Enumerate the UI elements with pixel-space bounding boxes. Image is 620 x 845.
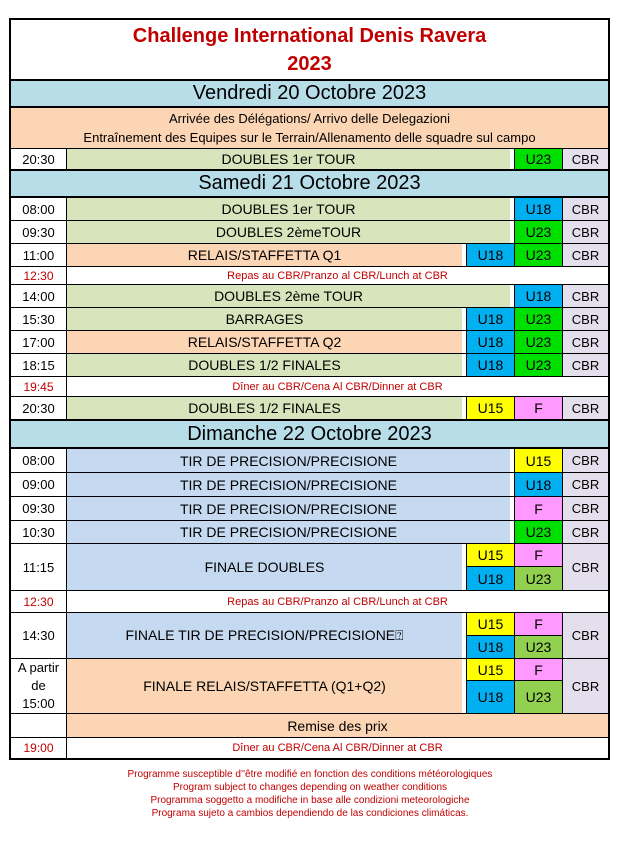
event-cell: FINALE RELAIS/STAFFETTA (Q1+Q2) [67,659,462,713]
category-cell: U15 [466,613,514,636]
category-cell: U18 [466,244,514,266]
arrival-text: Arrivée des Délégations/ Arrivo delle Delegazioni [168,111,451,126]
day-header-label: Dimanche 22 Octobre 2023 [187,422,432,445]
category-cell: F [514,659,562,681]
day-header-sunday [9,421,610,449]
venue-cell: CBR [562,544,608,590]
category-cell: U23 [514,331,562,353]
category-cell: U18 [514,285,562,307]
event-cell: DOUBLES 2èmeTOUR [67,221,510,243]
day-header-friday [9,81,610,108]
time-cell: 09:30 [11,497,67,520]
venue-cell: CBR [562,497,608,520]
schedule-table [9,18,610,760]
event-cell: FINALE TIR DE PRECISION/PRECISIONE⍰ [67,613,462,658]
category-cell: U15 [466,397,514,419]
category-cell: U15 [466,544,514,567]
meal-row [9,738,610,760]
time-cell: 19:00 [11,738,67,758]
title-block [9,18,610,81]
time-cell: 19:45 [11,377,67,396]
venue-cell: CBR [562,521,608,543]
title-year: 2023 [287,52,332,75]
prize-label: Remise des prix [67,714,608,737]
schedule-row [9,285,610,308]
schedule-row [9,544,610,591]
time-cell: 10:30 [11,521,67,543]
meal-row [9,377,610,397]
category-cell: U18 [466,636,514,658]
schedule-row [9,308,610,331]
time-cell: 17:00 [11,331,67,353]
footer-notes [0,768,620,820]
schedule-row [9,659,610,714]
time-cell: 08:00 [11,449,67,472]
schedule-row [9,397,610,421]
day-header-label: Samedi 21 Octobre 2023 [198,172,421,194]
category-cell: F [514,397,562,419]
meal-note: Repas au CBR/Pranzo al CBR/Lunch at CBR [227,595,448,608]
time-cell: 15:30 [11,308,67,330]
time-cell: 18:15 [11,354,67,376]
event-cell: TIR DE PRECISION/PRECISIONE [67,521,510,543]
time-cell: 08:00 [11,198,67,220]
schedule-row [9,198,610,221]
category-cell: F [514,544,562,567]
schedule-row [9,354,610,377]
venue-cell: CBR [562,285,608,307]
day-header-label: Vendredi 20 Octobre 2023 [192,82,427,104]
event-cell: FINALE DOUBLES [67,544,462,590]
meal-note: Repas au CBR/Pranzo al CBR/Lunch at CBR [227,269,448,282]
category-cell: U23 [514,354,562,376]
venue-cell: CBR [562,149,608,169]
schedule-row [9,149,610,171]
event-cell: TIR DE PRECISION/PRECISIONE [67,449,510,472]
training-text: Entraînement des Equipes sur le Terrain/Allenamento delle squadre sul campo [83,130,536,145]
category-cell: F [514,497,562,520]
schedule-row [9,613,610,659]
event-cell: DOUBLES 1er TOUR [67,198,510,220]
venue-cell: CBR [562,308,608,330]
time-cell: A partir de 15:00 [11,659,67,713]
event-cell: DOUBLES 1/2 FINALES [67,397,462,419]
venue-cell: CBR [562,198,608,220]
event-cell: DOUBLES 1er TOUR [67,149,510,169]
venue-cell: CBR [562,331,608,353]
category-cell: U23 [514,244,562,266]
meal-note: Dîner au CBR/Cena Al CBR/Dinner at CBR [232,380,443,393]
time-cell: 14:00 [11,285,67,307]
event-cell: TIR DE PRECISION/PRECISIONE [67,497,510,520]
schedule-row [9,221,610,244]
category-cell: U18 [466,567,514,590]
venue-cell: CBR [562,613,608,658]
event-cell: BARRAGES [67,308,462,330]
schedule-row [9,244,610,267]
category-cell: U18 [514,473,562,496]
venue-cell: CBR [562,221,608,243]
category-cell: U18 [514,198,562,220]
time-cell [11,714,67,737]
category-cell: U23 [514,681,562,713]
event-cell: TIR DE PRECISION/PRECISIONE [67,473,510,496]
footer-note-fr: Programme susceptible d’'être modifié en fonction des conditions météorologiques [127,769,493,780]
time-cell: 20:30 [11,397,67,419]
category-cell: U15 [466,659,514,681]
time-cell: 11:00 [11,244,67,266]
category-cell: U18 [466,354,514,376]
footer-note-en: Program subject to changes depending on weather conditions [172,782,448,793]
footer-note-it: Programma soggetto a modifiche in base alle condizioni meteorologiche [150,795,470,806]
venue-cell: CBR [562,244,608,266]
time-cell: 09:30 [11,221,67,243]
prize-row [9,714,610,738]
category-cell: U23 [514,149,562,169]
meal-row [9,591,610,613]
time-cell: 09:00 [11,473,67,496]
time-cell: 12:30 [11,267,67,284]
event-cell: DOUBLES 1/2 FINALES [67,354,462,376]
category-cell: U23 [514,521,562,543]
category-cell: U23 [514,308,562,330]
footer-note-es: Programa sujeto a cambios dependiendo de las condiciones climáticas. [151,808,469,819]
time-cell: 14:30 [11,613,67,658]
category-cell: U15 [514,449,562,472]
schedule-row [9,449,610,473]
meal-row [9,267,610,285]
event-cell: RELAIS/STAFFETTA Q1 [67,244,462,266]
day-header-saturday [9,171,610,198]
meal-note: Dîner au CBR/Cena Al CBR/Dinner at CBR [232,742,443,754]
time-cell: 12:30 [11,591,67,612]
event-cell: RELAIS/STAFFETTA Q2 [67,331,462,353]
venue-cell: CBR [562,449,608,472]
schedule-row [9,521,610,544]
schedule-row [9,331,610,354]
arrival-training-row [9,108,610,149]
venue-cell: CBR [562,397,608,419]
title-line-1: Challenge International Denis Ravera [132,24,487,47]
category-cell: U18 [466,681,514,713]
venue-cell: CBR [562,659,608,713]
category-cell: F [514,613,562,636]
category-cell: U23 [514,567,562,590]
venue-cell: CBR [562,354,608,376]
event-cell: DOUBLES 2ème TOUR [67,285,510,307]
category-cell: U23 [514,221,562,243]
category-cell: U18 [466,308,514,330]
category-cell: U18 [466,331,514,353]
schedule-row [9,473,610,497]
schedule-row [9,497,610,521]
time-cell: 11:15 [11,544,67,590]
venue-cell: CBR [562,473,608,496]
category-cell: U23 [514,636,562,658]
time-cell: 20:30 [11,149,67,169]
